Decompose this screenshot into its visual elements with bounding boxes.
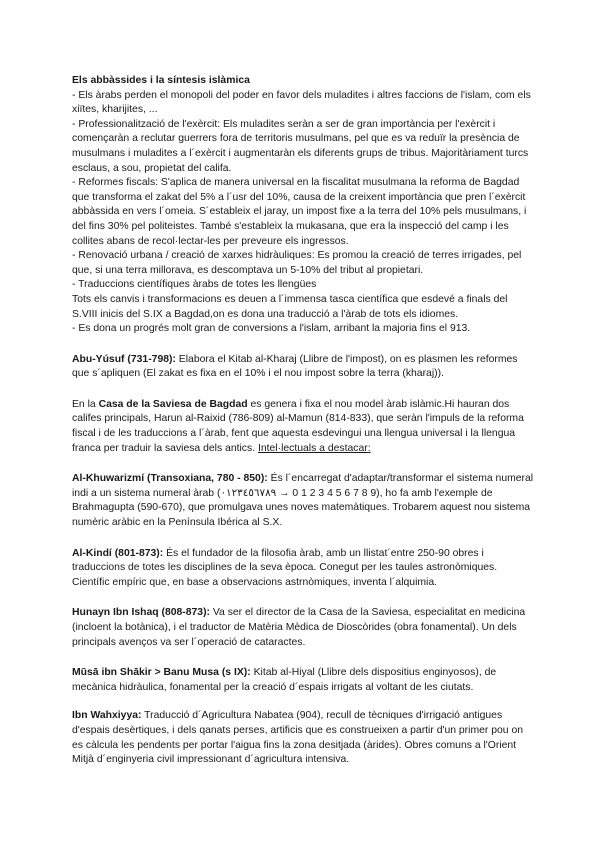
intro-line: - Professionalització de l'exèrcit: Els muladites seràn a ser de gran importància per l'exèrcit i començaràn a reclutar guerrers fora de territoris musulmans, pel que es va reduïr la presència de musulmans i muladites a l´exèrcit i augmentaràn els diferents grups de tribus. Majoritàriament turcs esclaus, a sou, propietat del califa.	[72, 118, 529, 174]
document-title: Els abbàssides i la síntesis islàmica	[72, 75, 250, 86]
paragraph-khuwarizmi	[72, 472, 534, 530]
intro-line: - Renovació urbana / creació de xarxes hidràuliques: Es promou la creació de terres irrigades, pel que, si una terra millorava, es descomptava un 5-10% del tribut al propietari.	[72, 250, 522, 276]
intro-line: - Els àrabs perden el monopoli del poder en favor dels muladites i altres faccions de l'islam, com els xiïtes, kharijites, ...	[72, 89, 531, 116]
paragraph-banu-musa	[72, 666, 534, 695]
name-banu-musa: Mūsā ibn Shākir > Banu Musa (s IX):	[72, 667, 251, 679]
paragraph-wahxiyya	[72, 709, 534, 767]
intellectuals-heading: Intel·lectuals a destacar:	[257, 442, 371, 454]
intro-line: - Reformes fiscals: S'aplica de manera universal en la fiscalitat musulmana la reforma de Bagdad que transforma el zakat del 5% a l´usr del 10%, causa de la creixent importància que pren l´exèrcit abbàssida en vers l´omeia. S´estableix el jaray, un impost fixe a la terra del 10% pels musulmans, i del fins 30% pel politeistes. També s'estableix la mukasana, que era la inspecció del camp i les collites abans de recol·lectar-les per preveure els ingressos.	[72, 177, 527, 247]
text-kindi: És el fundador de la filosofia àrab, amb un llistat´entre 250-90 obres i traduccions de totes les disciplines de la seva època. Conegut per les taules astronòmiques. Científic empíric que, en base a observacions astrnòmiques, inventa l´alquimia.	[72, 547, 498, 588]
text-banu-musa: Kitab al-Hiyal (Llibre dels dispositius enginyosos), de mecànica hidràulica, fonamental per la creació d´espais irrigats al voltant de les ciutats.	[72, 667, 497, 693]
name-abu-yusuf: Abu-Yúsuf (731-798):	[72, 353, 176, 365]
name-wahxiyya: Ibn Wahxiyya:	[72, 710, 142, 722]
paragraph-abu-yusuf	[72, 353, 534, 382]
name-kindi: Al-Kindí (801-873):	[72, 547, 164, 559]
paragraph-kindi	[72, 547, 534, 591]
intro-section	[72, 89, 534, 337]
intro-line: - Traduccions científiques àrabs de totes les llengües	[72, 279, 317, 291]
name-khuwarizmi: Al-Khuwarizmí (Transoxiana, 780 - 850):	[72, 473, 268, 485]
text-abu-yusuf: Elabora el Kitab al-Kharaj (Llibre de l'impost), on es plasmen les reformes que s´apliquen (El zakat es fixa en el 10% i el nou impost sobre la terra (kharaj)).	[72, 353, 518, 380]
casa-pre: En la	[72, 398, 99, 410]
paragraph-hunayn	[72, 606, 534, 650]
text-hunayn: Va ser el director de la Casa de la Saviesa, especialitat en medicina (incloent la botànica), i el traductor de Matèria Mèdica de Dioscòrides (obra fonamental). Un dels principals avenços va ser l´operació de cataractes.	[72, 607, 526, 648]
name-hunayn: Hunayn Ibn Ishaq (808-873):	[72, 607, 210, 619]
intro-line: Tots els canvis i transformacions es deuen a l´immensa tasca científica que esdevé a finals del S.VIII inicis del S.IX a Bagdad,on es dona una traducció a l'àrab de tots els idiomes.	[72, 293, 508, 320]
text-casa-saviesa: es genera i fixa el nou model àrab islàmic.Hi hauran dos califes principals, Harun al-Raixid (786-809) al-Mamun (814-833), que seràn l'impuls de la reforma fiscal i de les traduccions a l´àrab, fent que aquesta esdevingui una llengua universal i la llengua franca per traduir la saviesa dels antics.	[72, 398, 524, 454]
paragraph-casa-saviesa	[72, 398, 534, 456]
text-khuwarizmi: És l´encarregat d'adaptar/transformar el sistema numeral indi a un sistema numeral àrab (٠١٢٣٤٥٦٧٨٩ → 0 1 2 3 4 5 6 7 8 9), ho fa amb l'exemple de Brahmagupta (590-670), que promulgava unes noves matemàtiques. Trobarem aquest nou sistema numèric aràbic en la Península Ibérica al S.X.	[72, 473, 534, 529]
name-casa-saviesa: Casa de la Saviesa de Bagdad	[98, 398, 248, 410]
intro-line: - Es dona un progrés molt gran de conversions a l'islam, arribant la majoria fins el 913.	[72, 323, 471, 335]
text-wahxiyya: Traducció d´Agricultura Nabatea (904), recull de tècniques d'irrigació antigues d'espais desèrtiques, i dels qanats perses, artificis que es construeixen a partir d'un primer pou on es càlcula les pendents per portar l'aigua fins la zona desitjada (àrides). Obres comuns a l'Orient Mitjà d´enginyeria civil impressionant d´agricultura intensiva.	[72, 710, 524, 766]
